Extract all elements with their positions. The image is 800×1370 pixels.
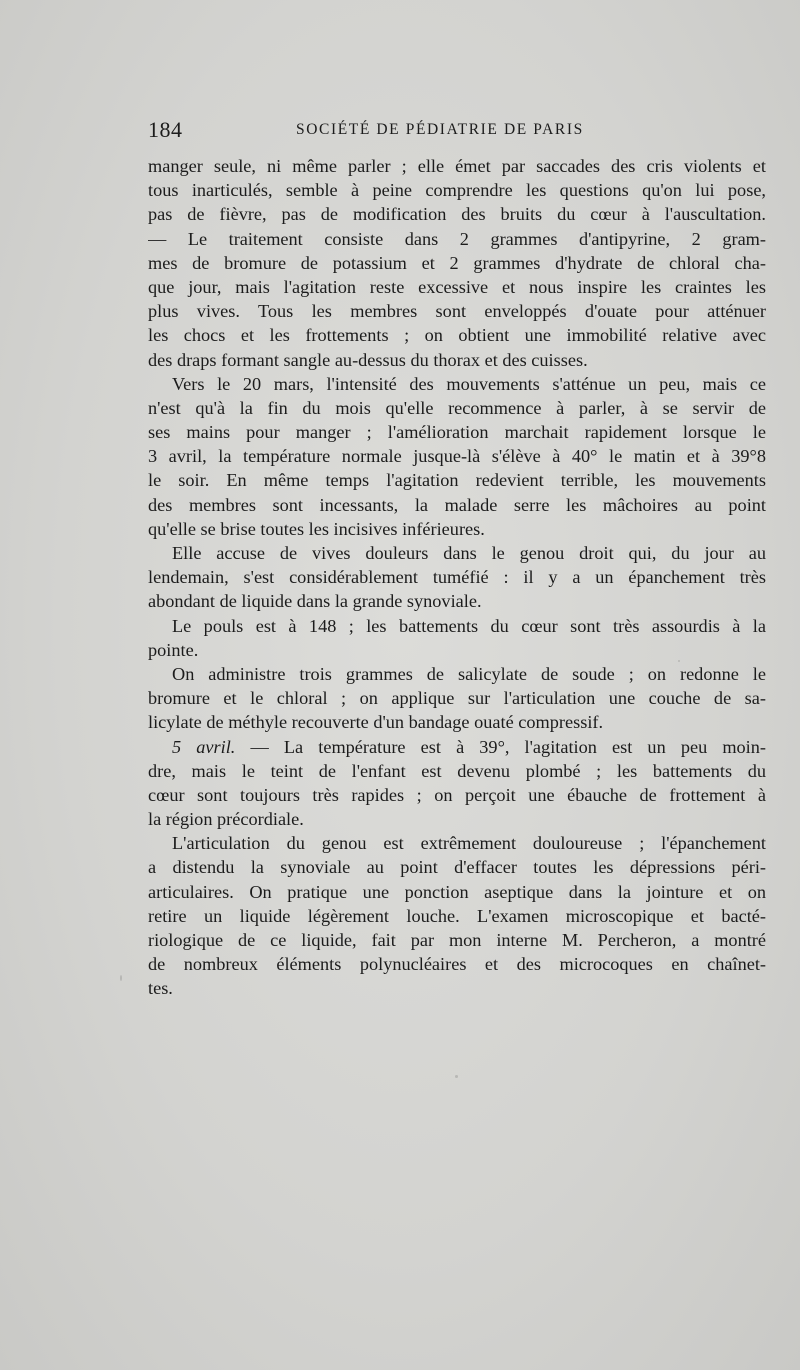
text-line: cœur sont toujours très rapides ; on perçoit une ébauche de frottement à: [148, 784, 766, 805]
text-line: la région précordiale.: [148, 809, 304, 830]
text-line: dre, mais le teint de l'enfant est devenu plombé ; les battements du: [148, 760, 766, 781]
text-line: retire un liquide légèrement louche. L'examen microscopique et bacté-: [148, 905, 766, 926]
text-line: les chocs et les frottements ; on obtient une immobilité relative avec: [148, 325, 766, 346]
text-line: Le pouls est à 148 ; les battements du cœur sont très assourdis à la: [172, 615, 766, 636]
paper-speck: [455, 1075, 458, 1078]
paper-speck: [120, 975, 122, 981]
text-line: tous inarticulés, semble à peine comprendre les questions qu'on lui pose,: [148, 180, 766, 201]
text-line: licylate de méthyle recouverte d'un bandage ouaté compressif.: [148, 712, 604, 733]
text-line: qu'elle se brise toutes les incisives inférieures.: [148, 518, 485, 539]
text-line-rest: — La température est à 39°, l'agitation est un peu moin-: [250, 736, 766, 757]
text-line: le soir. En même temps l'agitation redevient terrible, les mouvements: [148, 470, 766, 491]
text-line: n'est qu'à la fin du mois qu'elle recommence à parler, à se servir de: [148, 397, 766, 418]
text-line: a distendu la synoviale au point d'effacer toutes les dépressions péri-: [148, 857, 766, 878]
text-line: 3 avril, la température normale jusque-là s'élève à 40° le matin et à 39°8: [148, 446, 766, 467]
text-line: pointe.: [148, 639, 199, 660]
text-line: lendemain, s'est considérablement tuméfié : il y a un épanchement très: [148, 567, 766, 588]
text-line: des draps formant sangle au-dessus du thorax et des cuisses.: [148, 349, 588, 370]
text-line: Vers le 20 mars, l'intensité des mouvements s'atténue un peu, mais ce: [172, 373, 766, 394]
text-line-dated: [148, 735, 766, 759]
text-line: tes.: [148, 978, 173, 999]
text-line: articulaires. On pratique une ponction aseptique dans la jointure et on: [148, 881, 766, 902]
date-label: 5 avril.: [172, 736, 236, 757]
text-line: mes de bromure de potassium et 2 grammes d'hydrate de chloral cha-: [148, 252, 766, 273]
text-line: ses mains pour manger ; l'amélioration marchait rapidement lorsque le: [148, 422, 766, 443]
text-line: — Le traitement consiste dans 2 grammes d'antipyrine, 2 gram-: [148, 228, 766, 249]
text-line: que jour, mais l'agitation reste excessive et nous inspire les craintes les: [148, 276, 766, 297]
text-line: L'articulation du genou est extrêmement douloureuse ; l'épanchement: [172, 833, 766, 854]
text-line: des membres sont incessants, la malade serre les mâchoires au point: [148, 494, 766, 515]
running-title: SOCIÉTÉ DE PÉDIATRIE DE PARIS: [296, 121, 584, 138]
running-head: [148, 117, 768, 143]
text-line: de nombreux éléments polynucléaires et des microcoques en chaînet-: [148, 954, 766, 975]
body-text: [148, 154, 766, 1001]
text-line: pas de fièvre, pas de modification des bruits du cœur à l'auscultation.: [148, 204, 766, 225]
text-line: Elle accuse de vives douleurs dans le genou droit qui, du jour au: [172, 543, 766, 563]
page-number: 184: [148, 117, 183, 142]
paper-speck: [678, 660, 680, 662]
text-line: bromure et le chloral ; on applique sur l'articulation une couche de sa-: [148, 688, 766, 709]
text-line: manger seule, ni même parler ; elle émet par saccades des cris violents et: [148, 156, 766, 176]
text-line: riologique de ce liquide, fait par mon interne M. Percheron, a montré: [148, 930, 766, 950]
text-line: abondant de liquide dans la grande synoviale.: [148, 591, 482, 612]
text-line: On administre trois grammes de salicylate de soude ; on redonne le: [172, 663, 766, 684]
text-line: plus vives. Tous les membres sont enveloppés d'ouate pour atténuer: [148, 301, 766, 322]
